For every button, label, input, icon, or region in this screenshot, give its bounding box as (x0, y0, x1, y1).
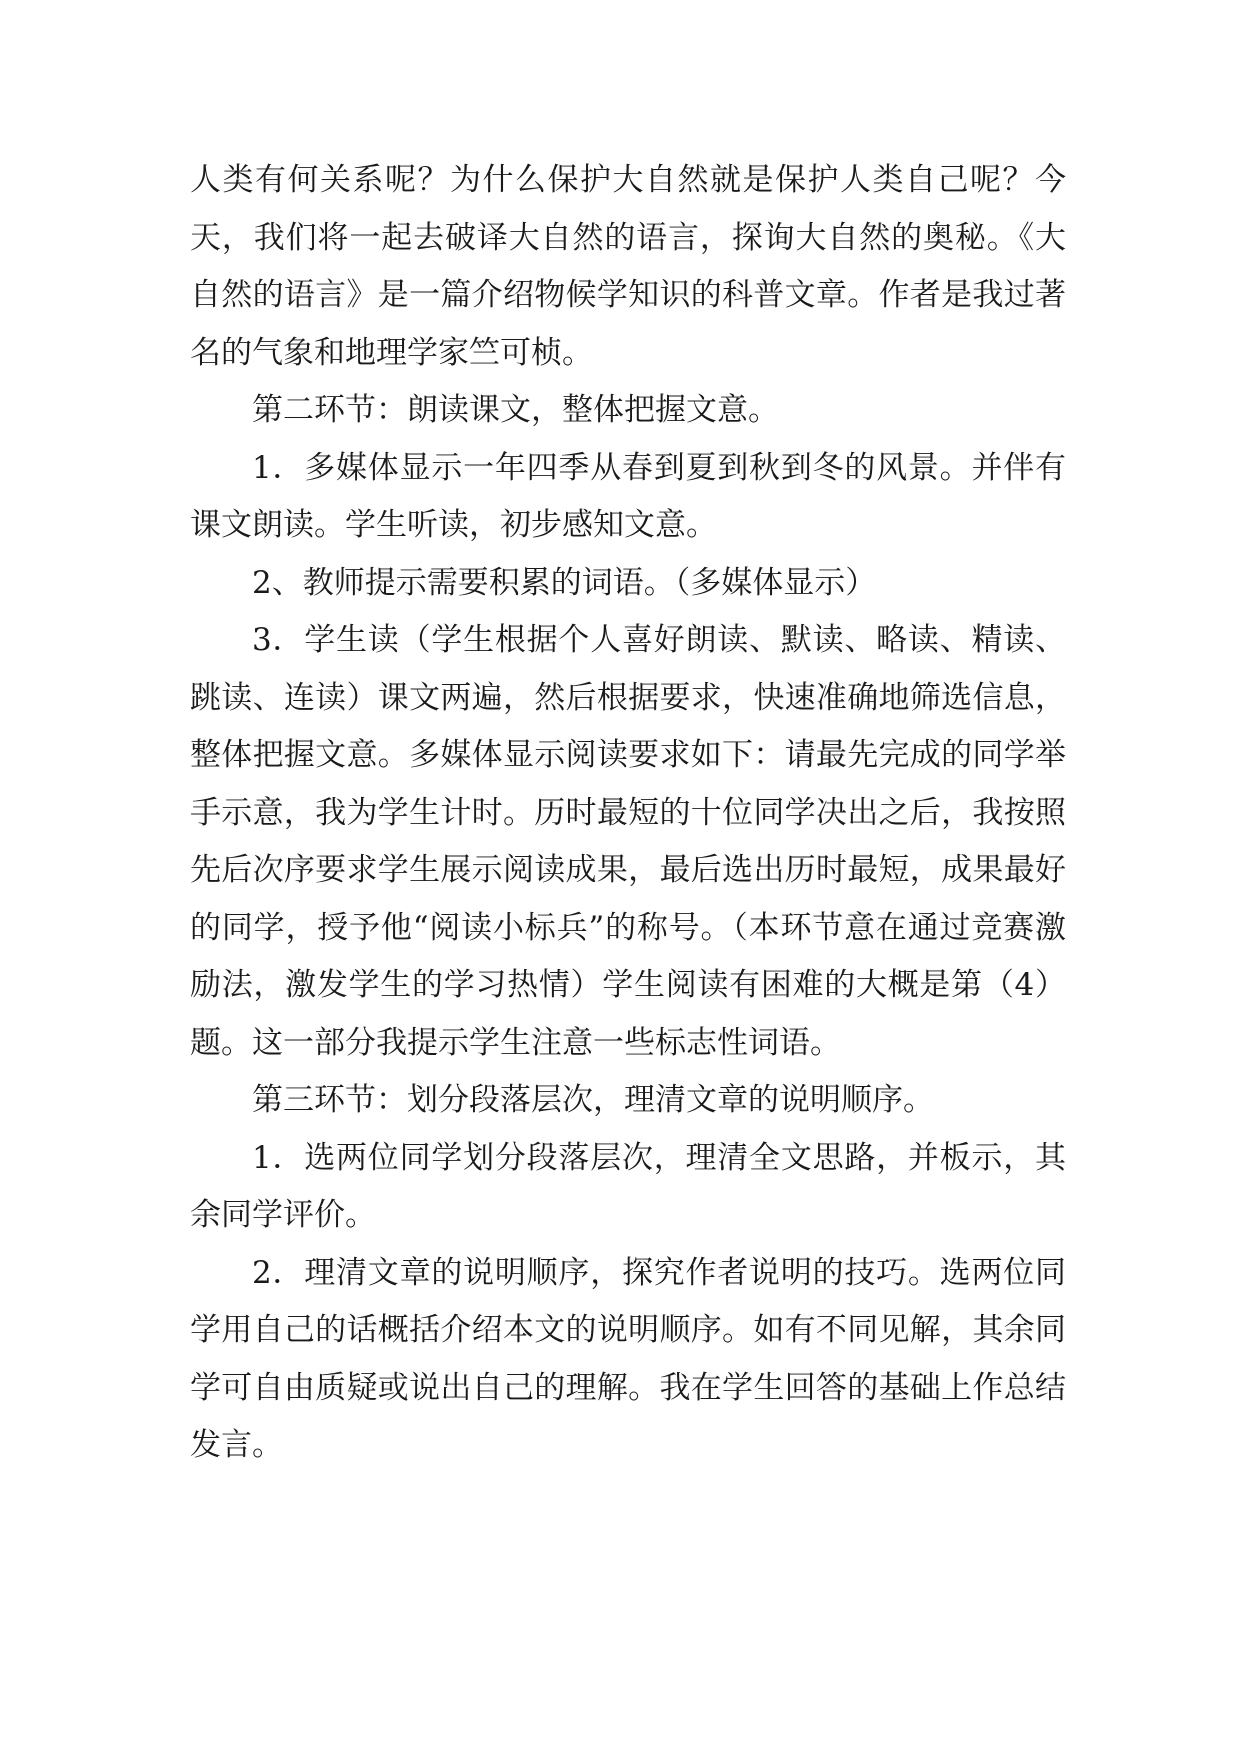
list-item-2: 2．理清文章的说明顺序，探究作者说明的技巧。选两位同学用自己的话概括介绍本文的说明顺序。如有不同见解，其余同学可自由质疑或说出自己的理解。我在学生回答的基础上作总结发言。 (190, 1254, 1066, 1463)
paragraph-continuation: 人类有何关系呢？为什么保护大自然就是保护人类自己呢？今天，我们将一起去破译大自然的语言，探询大自然的奥秘。《大自然的语言》是一篇介绍物候学知识的科普文章。作者是我过著名的气象和地理学家竺可桢。 (190, 162, 1066, 371)
section-heading-2: 第二环节：朗读课文，整体把握文意。 (252, 392, 779, 428)
section-heading-3: 第三环节：划分段落层次，理清文章的说明顺序。 (252, 1082, 934, 1118)
list-item-1: 1．多媒体显示一年四季从春到夏到秋到冬的风景。并伴有课文朗读。学生听读，初步感知文意。 (190, 449, 1066, 543)
list-item-3: 3．学生读（学生根据个人喜好朗读、默读、略读、精读、跳读、连读）课文两遍，然后根据要求，快速准确地筛选信息，整体把握文意。多媒体显示阅读要求如下：请最先完成的同学举手示意，我为学生计时。历时最短的十位同学决出之后，我按照先后次序要求学生展示阅读成果，最后选出历时最短，成果最好的同学，授予他“阅读小标兵”的称号。（本环节意在通过竞赛激励法，激发学生的学习热情）学生阅读有困难的大概是第（4）题。这一部分我提示学生注意一些标志性词语。 (190, 622, 1066, 1061)
document-body (190, 152, 1066, 1475)
list-item-1: 1．选两位同学划分段落层次，理清全文思路，并板示，其余同学评价。 (190, 1139, 1066, 1233)
list-item-2: 2、教师提示需要积累的词语。（多媒体显示） (252, 564, 877, 601)
